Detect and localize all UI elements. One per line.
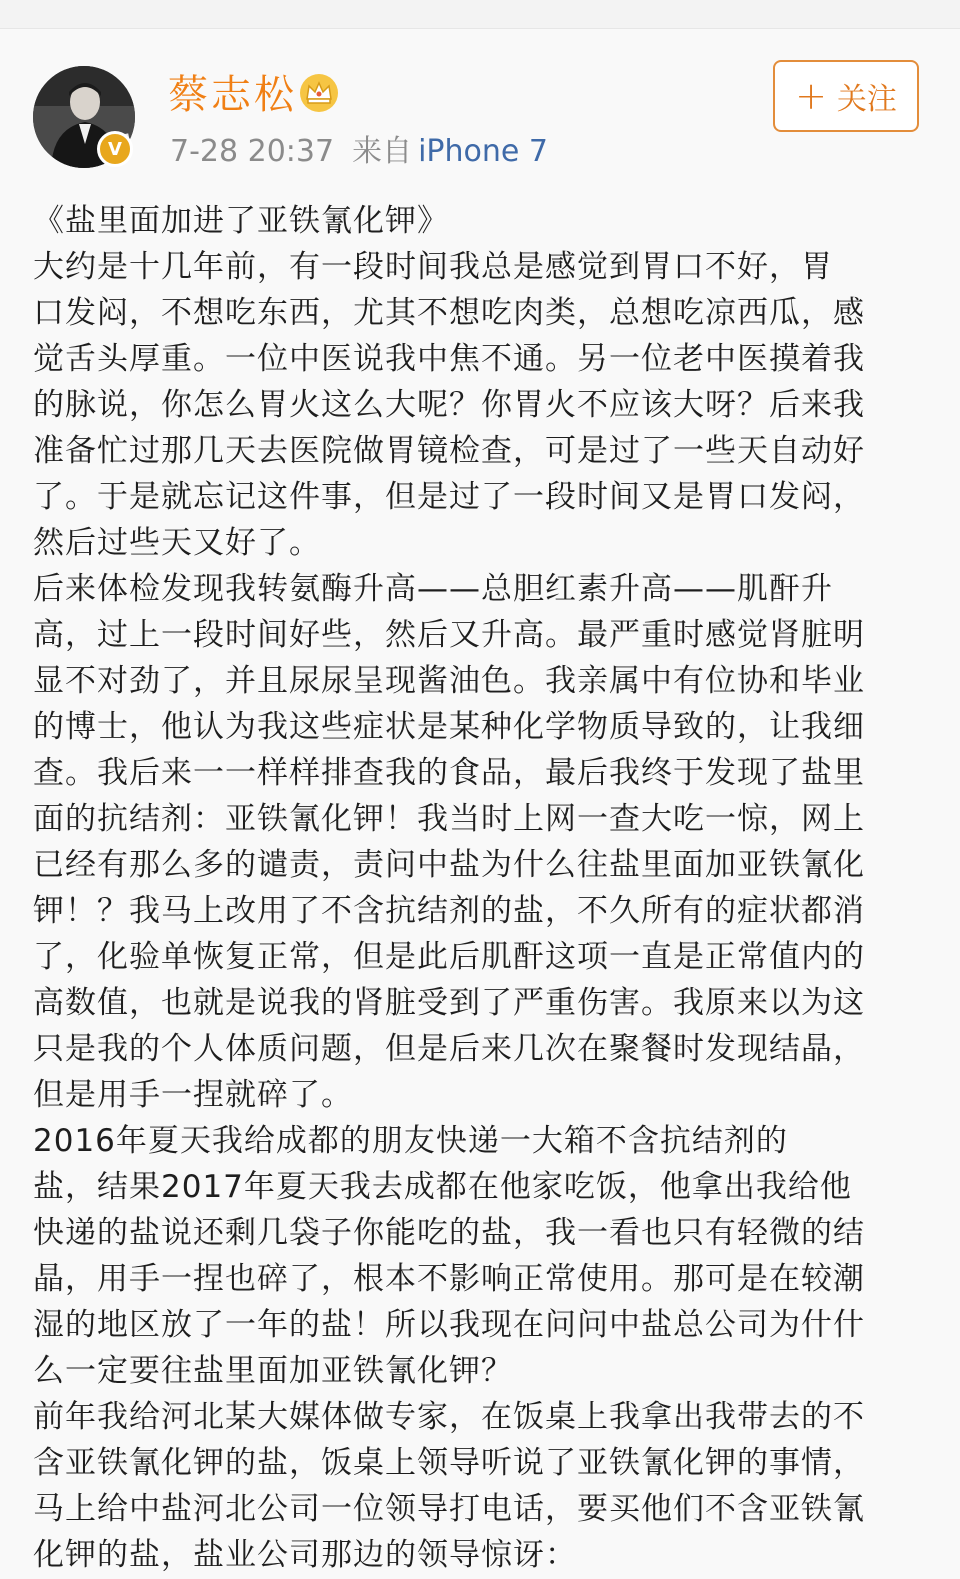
post-line: 查。我后来一一样样排查我的食品，最后我终于发现了盐里	[33, 755, 865, 791]
post-line: 觉舌头厚重。一位中医说我中焦不通。另一位老中医摸着我	[33, 341, 865, 377]
source-label: 来自	[352, 134, 413, 169]
post-line: 了。于是就忘记这件事，但是过了一段时间又是胃口发闷，	[33, 479, 865, 515]
post-meta	[170, 133, 548, 171]
verified-badge-icon: V	[97, 131, 133, 167]
post-line: 只是我的个人体质问题，但是后来几次在聚餐时发现结晶，	[33, 1031, 865, 1067]
post-line: 口发闷，不想吃东西，尤其不想吃肉类，总想吃凉西瓜，感	[33, 295, 865, 331]
post-line: 化钾的盐，盐业公司那边的领导惊讶：	[33, 1537, 577, 1573]
post-line: 的博士，他认为我这些症状是某种化学物质导致的，让我细	[33, 709, 865, 745]
post-line: 高，过上一段时间好些，然后又升高。最严重时感觉肾脏明	[33, 617, 865, 653]
post-timestamp: 7-28 20:37	[170, 134, 335, 169]
post-line: 高数值，也就是说我的肾脏受到了严重伤害。我原来以为这	[33, 985, 865, 1021]
follow-label: 关注	[836, 82, 897, 117]
post-body	[33, 198, 915, 1578]
post-line: 含亚铁氰化钾的盐，饭桌上领导听说了亚铁氰化钾的事情，	[33, 1445, 865, 1481]
post-line: 面的抗结剂：亚铁氰化钾！我当时上网一查大吃一惊，网上	[33, 801, 865, 837]
post-line: 湿的地区放了一年的盐！所以我现在问问中盐总公司为什什	[33, 1307, 865, 1343]
post-line: 的脉说，你怎么胃火这么大呢？你胃火不应该大呀？后来我	[33, 387, 865, 423]
post-line: 后来体检发现我转氨酶升高——总胆红素升高——肌酐升	[33, 571, 833, 607]
post-line: 晶，用手一捏也碎了，根本不影响正常使用。那可是在较潮	[33, 1261, 865, 1297]
post-title: 《盐里面加进了亚铁氰化钾》	[33, 203, 449, 239]
post-line: 但是用手一捏就碎了。	[33, 1077, 353, 1113]
post-line: 么一定要往盐里面加亚铁氰化钾？	[33, 1353, 513, 1389]
post-line: 马上给中盐河北公司一位领导打电话，要买他们不含亚铁氰	[33, 1491, 865, 1527]
post-line: 快递的盐说还剩几袋子你能吃的盐，我一看也只有轻微的结	[33, 1215, 865, 1251]
author-name[interactable]: 蔡志松	[168, 72, 297, 118]
post-line: 大约是十几年前，有一段时间我总是感觉到胃口不好，胃	[33, 249, 833, 285]
follow-button[interactable]	[773, 60, 919, 132]
post-line: 显不对劲了，并且尿尿呈现酱油色。我亲属中有位协和毕业	[33, 663, 865, 699]
post-line: 前年我给河北某大媒体做专家，在饭桌上我拿出我带去的不	[33, 1399, 865, 1435]
post-line: 然后过些天又好了。	[33, 525, 321, 561]
post-line: 钾！？我马上改用了不含抗结剂的盐，不久所有的症状都消	[33, 893, 865, 929]
post-line: 了，化验单恢复正常，但是此后肌酐这项一直是正常值内的	[33, 939, 865, 975]
post-line: 2016年夏天我给成都的朋友快递一大箱不含抗结剂的	[33, 1123, 788, 1159]
top-bar	[0, 0, 960, 29]
crown-icon	[298, 72, 340, 114]
plus-icon: +	[795, 74, 827, 118]
post-line: 准备忙过那几天去医院做胃镜检查，可是过了一些天自动好	[33, 433, 865, 469]
post-line: 盐，结果2017年夏天我去成都在他家吃饭，他拿出我给他	[33, 1169, 852, 1205]
device-link[interactable]: iPhone 7	[418, 134, 548, 169]
post-line: 已经有那么多的谴责，责问中盐为什么往盐里面加亚铁氰化	[33, 847, 865, 883]
